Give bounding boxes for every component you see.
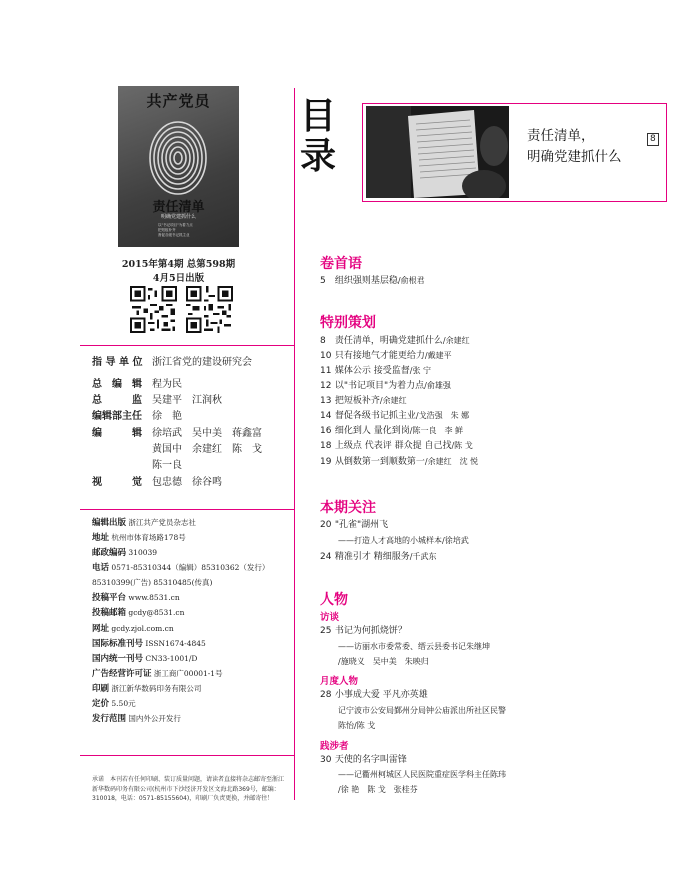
publisher-line: 投稿邮箱 gcdy@8531.cn: [92, 608, 185, 618]
subsection-title: 月度人物: [320, 676, 359, 687]
qr-code-icon: [186, 286, 233, 333]
cover-subtitle: 明确党建抓什么: [160, 214, 196, 220]
masthead-label: 指 导 单 位: [92, 357, 143, 368]
cover-masthead: 共产党员: [146, 92, 211, 110]
toc-item[interactable]: 25 书记为何抓烧饼？: [320, 626, 407, 636]
divider-masthead: [80, 345, 294, 346]
feature-headline[interactable]: [527, 126, 622, 168]
masthead-value: 吴建平 江润秋: [152, 395, 222, 406]
toc-item-subtitle: ——访丽水市委常委、缙云县委书记朱继坤: [338, 642, 490, 651]
publisher-line: 投稿平台 www.8531.cn: [92, 593, 180, 603]
publisher-line: 国内统一刊号 CN33-1001/D: [92, 654, 198, 664]
masthead-value: 浙江省党的建设研究会: [152, 357, 252, 368]
toc-item[interactable]: 30 天使的名字叫雷锋: [320, 755, 407, 765]
subsection-title: 践涉者: [320, 741, 349, 752]
magazine-cover: [118, 86, 239, 247]
masthead-value: 黄国中 余建红 陈 戈: [152, 444, 262, 455]
masthead-value: 徐培武 吴中美 蒋鑫富: [152, 428, 262, 439]
publisher-line: 国际标准刊号 ISSN1674-4845: [92, 639, 206, 649]
masthead-label: 编辑部主任: [92, 411, 142, 422]
masthead-value: 徐 艳: [152, 411, 182, 422]
publisher-line: 广告经营许可证 浙工商广00001-1号: [92, 669, 223, 679]
issue-line: 2015年第4期 总第598期: [121, 259, 236, 270]
masthead-label: 视 觉: [92, 477, 142, 488]
masthead-value: 包忠德 徐谷鸣: [152, 477, 222, 488]
feature-line: 明确党建抓什么: [527, 149, 622, 165]
toc-item-subtitle: ——打造人才高地的小城样本/徐培武: [338, 536, 469, 545]
toc-item[interactable]: 14 督促各级书记抓主业/戈浩强 朱 娜: [320, 411, 470, 421]
toc-item-author: /徐 艳 陈 戈 张桂芬: [338, 785, 418, 794]
divider-notice: [80, 755, 294, 756]
publisher-line: 地址 杭州市体育场路178号: [92, 533, 186, 543]
toc-item[interactable]: 18 上级点 代表评 群众提 自己找/陈 戈: [320, 441, 473, 451]
center-divider: [294, 88, 295, 800]
toc-item[interactable]: 16 细化到人 量化到岗/陈一良 李 鲜: [320, 426, 463, 436]
section-title: 本期关注: [320, 500, 376, 516]
publisher-line: 邮政编码 310039: [92, 548, 158, 558]
section-title: 特别策划: [320, 315, 376, 331]
toc-item-author: 陈怡/陈 戈: [338, 721, 376, 730]
publisher-line: 网址 gcdy.zjol.com.cn: [92, 624, 174, 634]
section-title: 卷首语: [320, 256, 362, 272]
publisher-line: 电话 0571-85310344（编辑）85310362（发行）: [92, 563, 270, 573]
feature-line: 责任清单，: [527, 128, 595, 144]
masthead-value: 程为民: [152, 379, 182, 390]
publisher-line: 定价 5.50元: [92, 699, 136, 709]
toc-item[interactable]: 28 小事成大爱 平凡亦英雄: [320, 690, 428, 700]
toc-heading: 目录: [300, 96, 337, 177]
cover-small-line: 以"书记项目"为着力点: [158, 223, 193, 227]
publisher-line: 印刷 浙江新华数码印务有限公司: [92, 684, 202, 694]
masthead-label: 编 辑: [92, 428, 142, 439]
cover-small-lines: [158, 223, 198, 238]
toc-item[interactable]: 5 组织强则基层稳/俞根君: [320, 276, 425, 286]
cover-title: 责任清单: [152, 200, 205, 215]
publisher-line: 编辑出版 浙江共产党员杂志社: [92, 518, 196, 528]
issue-date: 4月5日出版: [152, 273, 205, 284]
qr-code-icon: [130, 286, 177, 333]
publisher-line: 发行范围 国内外公开发行: [92, 714, 181, 724]
toc-item-author: /施晓义 吴中美 朱映归: [338, 657, 429, 666]
toc-item[interactable]: 11 媒体公示 接受监督/张 宁: [320, 366, 431, 376]
masthead-label: 总 监: [92, 395, 142, 406]
toc-item-subtitle: 记宁波市公安局鄞州分局钟公庙派出所社区民警: [338, 706, 506, 715]
toc-item[interactable]: 13 把短板补齐/余建红: [320, 396, 407, 406]
feature-page-number: 8: [647, 133, 659, 146]
masthead-label: 总 编 辑: [92, 379, 142, 390]
toc-item[interactable]: 8 责任清单，明确党建抓什么/余建红: [320, 336, 470, 346]
toc-item[interactable]: 24 精准引才 精细服务/千武东: [320, 552, 437, 562]
publisher-line: 85310399(广告) 85310485(传真): [92, 578, 213, 587]
toc-item[interactable]: 19 从倒数第一到顺数第一/余建红 沈 悦: [320, 457, 479, 467]
masthead-value: 陈一良: [152, 460, 182, 471]
divider-publisher: [80, 509, 294, 510]
cover-small-line: 督促各级书记抓主业: [158, 233, 190, 237]
feature-photo: [366, 106, 509, 198]
quality-notice: 承诺 本刊若有任何印刷、装订质量问题，请读者直接将杂志邮寄至浙江新华数码印务有限公司(杭州市下沙经济开发区文海北路369号，邮编：310018，电话：0571-85155604)，印刷厂负责更换，并邮寄往！: [92, 776, 285, 802]
section-title: 人物: [320, 592, 348, 608]
toc-item-subtitle: ——记衢州柯城区人民医院重症医学科主任陈玮: [338, 770, 506, 779]
cover-small-line: 把短板补齐: [158, 228, 176, 232]
subsection-title: 访谈: [320, 612, 340, 623]
fingerprint-icon: [148, 116, 208, 196]
toc-item[interactable]: 12 以"书记项目"为着力点/俞雄强: [320, 381, 451, 391]
toc-item[interactable]: 10 只有接地气才能更给力/戴建平: [320, 351, 452, 361]
toc-item[interactable]: 20 "孔雀"湖州飞: [320, 520, 389, 530]
